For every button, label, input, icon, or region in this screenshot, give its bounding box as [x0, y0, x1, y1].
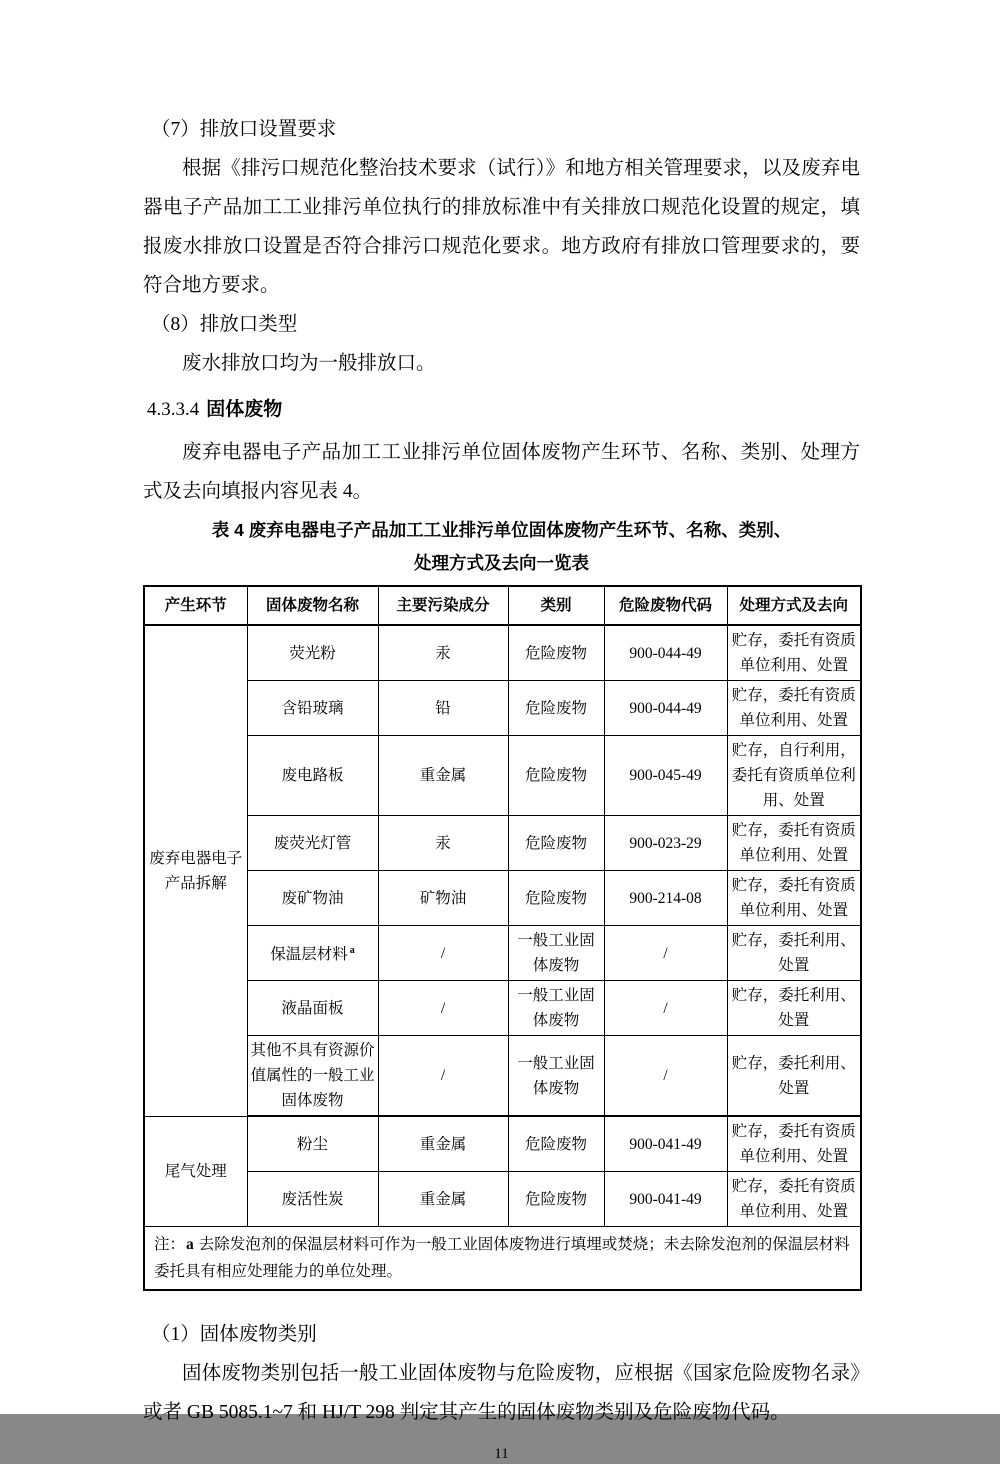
cell-waste-name: 废矿物油 [247, 871, 378, 926]
table-row [144, 816, 861, 871]
cell-disposal: 贮存，委托利用、处置 [727, 926, 861, 981]
cell-category: 危险废物 [508, 736, 604, 816]
table-header-row [144, 586, 861, 625]
table-caption-line2: 处理方式及去向一览表 [414, 553, 589, 573]
waste-name-text: 保温层材料 [270, 946, 348, 964]
item-7-heading: （7）排放口设置要求 [151, 119, 337, 140]
table-row [144, 926, 861, 981]
header-pollutant: 主要污染成分 [378, 586, 508, 625]
cell-disposal: 贮存，委托有资质单位利用、处置 [727, 871, 861, 926]
table-row [144, 625, 861, 681]
cell-pollutant: 矿物油 [378, 871, 508, 926]
table-caption-line1: 表 4 废弃电器电子产品加工工业排污单位固体废物产生环节、名称、类别、 [211, 520, 792, 540]
item-8-paragraph: 废水排放口均为一般排放口。 [182, 353, 436, 374]
table-row [144, 871, 861, 926]
header-stage: 产生环节 [144, 586, 247, 625]
cell-waste-name: 粉尘 [247, 1116, 378, 1172]
cell-waste-name: 液晶面板 [247, 981, 378, 1036]
table-note-cell [144, 1227, 861, 1291]
cell-disposal: 贮存，委托有资质单位利用、处置 [727, 1116, 861, 1172]
cell-category: 危险废物 [508, 625, 604, 681]
header-category: 类别 [508, 586, 604, 625]
cell-disposal: 贮存，委托有资质单位利用、处置 [727, 625, 861, 681]
cell-waste-name: 荧光粉 [247, 625, 378, 681]
note-text: 去除发泡剂的保温层材料可作为一般工业固体废物进行填埋或焚烧；未去除发泡剂的保温层材料委托具有相应处理能力的单位处理。 [154, 1236, 850, 1280]
cell-waste-name: 废活性炭 [247, 1172, 378, 1227]
cell-waste-name: 其他不具有资源价值属性的一般工业固体废物 [247, 1036, 378, 1117]
table-row [144, 981, 861, 1036]
cell-category: 一般工业固体废物 [508, 926, 604, 981]
header-waste-name: 固体废物名称 [247, 586, 378, 625]
cell-pollutant: / [378, 926, 508, 981]
cell-pollutant: 铅 [378, 681, 508, 736]
section-number: 4.3.3.4 [147, 399, 200, 420]
table-row [144, 1116, 861, 1172]
cell-category: 一般工业固体废物 [508, 1036, 604, 1117]
section-4334-heading [143, 395, 860, 425]
cell-code: / [604, 981, 727, 1036]
cell-code: 900-041-49 [604, 1116, 727, 1172]
cell-category: 危险废物 [508, 681, 604, 736]
cell-code: 900-044-49 [604, 681, 727, 736]
cell-category: 一般工业固体废物 [508, 981, 604, 1036]
table-row [144, 1036, 861, 1117]
cell-category: 危险废物 [508, 816, 604, 871]
cell-pollutant: / [378, 1036, 508, 1117]
cell-waste-name [247, 926, 378, 981]
cell-category: 危险废物 [508, 1172, 604, 1227]
table-caption [143, 514, 860, 580]
footnote-marker-a: a [349, 945, 355, 957]
cell-waste-name: 废电路板 [247, 736, 378, 816]
item-8-heading: （8）排放口类型 [151, 314, 298, 335]
cell-disposal: 贮存，委托利用、处置 [727, 981, 861, 1036]
note-footnote-marker: a [186, 1236, 194, 1253]
section-4334-paragraph: 废弃电器电子产品加工工业排污单位固体废物产生环节、名称、类别、处理方式及去向填报内容见表 4。 [143, 442, 860, 502]
section-title: 固体废物 [206, 399, 283, 420]
page-content [143, 110, 860, 1464]
stage-cell-exhaust-treatment: 尾气处理 [144, 1116, 247, 1227]
header-disposal: 处理方式及去向 [727, 586, 861, 625]
item-1-heading: （1）固体废物类别 [151, 1324, 317, 1345]
cell-pollutant: 汞 [378, 625, 508, 681]
cell-code: / [604, 1036, 727, 1117]
cell-code: 900-041-49 [604, 1172, 727, 1227]
item-7-paragraph: 根据《排污口规范化整治技术要求（试行）》和地方相关管理要求，以及废弃电器电子产品加工工业排污单位执行的排放标准中有关排放口规范化设置的规定，填报废水排放口设置是否符合排污口规范化要求。地方政府有排放口管理要求的，要符合地方要求。 [143, 158, 860, 296]
cell-pollutant: 重金属 [378, 1116, 508, 1172]
table-row [144, 1172, 861, 1227]
table-row [144, 736, 861, 816]
table-row [144, 681, 861, 736]
cell-waste-name: 含铅玻璃 [247, 681, 378, 736]
cell-disposal: 贮存，委托有资质单位利用、处置 [727, 681, 861, 736]
cell-code: 900-214-08 [604, 871, 727, 926]
cell-code: 900-023-29 [604, 816, 727, 871]
item-1-paragraph: 固体废物类别包括一般工业固体废物与危险废物，应根据《国家危险废物名录》或者 GB 5085.1~7 和 HJ/T 298 判定其产生的固体废物类别及危险废物代码。 [143, 1363, 860, 1423]
cell-pollutant: 汞 [378, 816, 508, 871]
cell-pollutant: 重金属 [378, 736, 508, 816]
header-code: 危险废物代码 [604, 586, 727, 625]
note-label: 注： [154, 1236, 186, 1253]
cell-code: 900-044-49 [604, 625, 727, 681]
solid-waste-table [143, 585, 862, 1291]
cell-waste-name: 废荧光灯管 [247, 816, 378, 871]
cell-pollutant: / [378, 981, 508, 1036]
cell-disposal: 贮存，委托利用、处置 [727, 1036, 861, 1117]
page-number: 11 [494, 1446, 509, 1462]
cell-category: 危险废物 [508, 1116, 604, 1172]
table-note-row [144, 1227, 861, 1291]
cell-category: 危险废物 [508, 871, 604, 926]
cell-code: / [604, 926, 727, 981]
cell-disposal: 贮存，委托有资质单位利用、处置 [727, 1172, 861, 1227]
cell-disposal: 贮存，委托有资质单位利用、处置 [727, 816, 861, 871]
cell-code: 900-045-49 [604, 736, 727, 816]
stage-cell-dismantling: 废弃电器电子产品拆解 [144, 625, 247, 1116]
cell-disposal: 贮存，自行利用，委托有资质单位利用、处置 [727, 736, 861, 816]
cell-pollutant: 重金属 [378, 1172, 508, 1227]
